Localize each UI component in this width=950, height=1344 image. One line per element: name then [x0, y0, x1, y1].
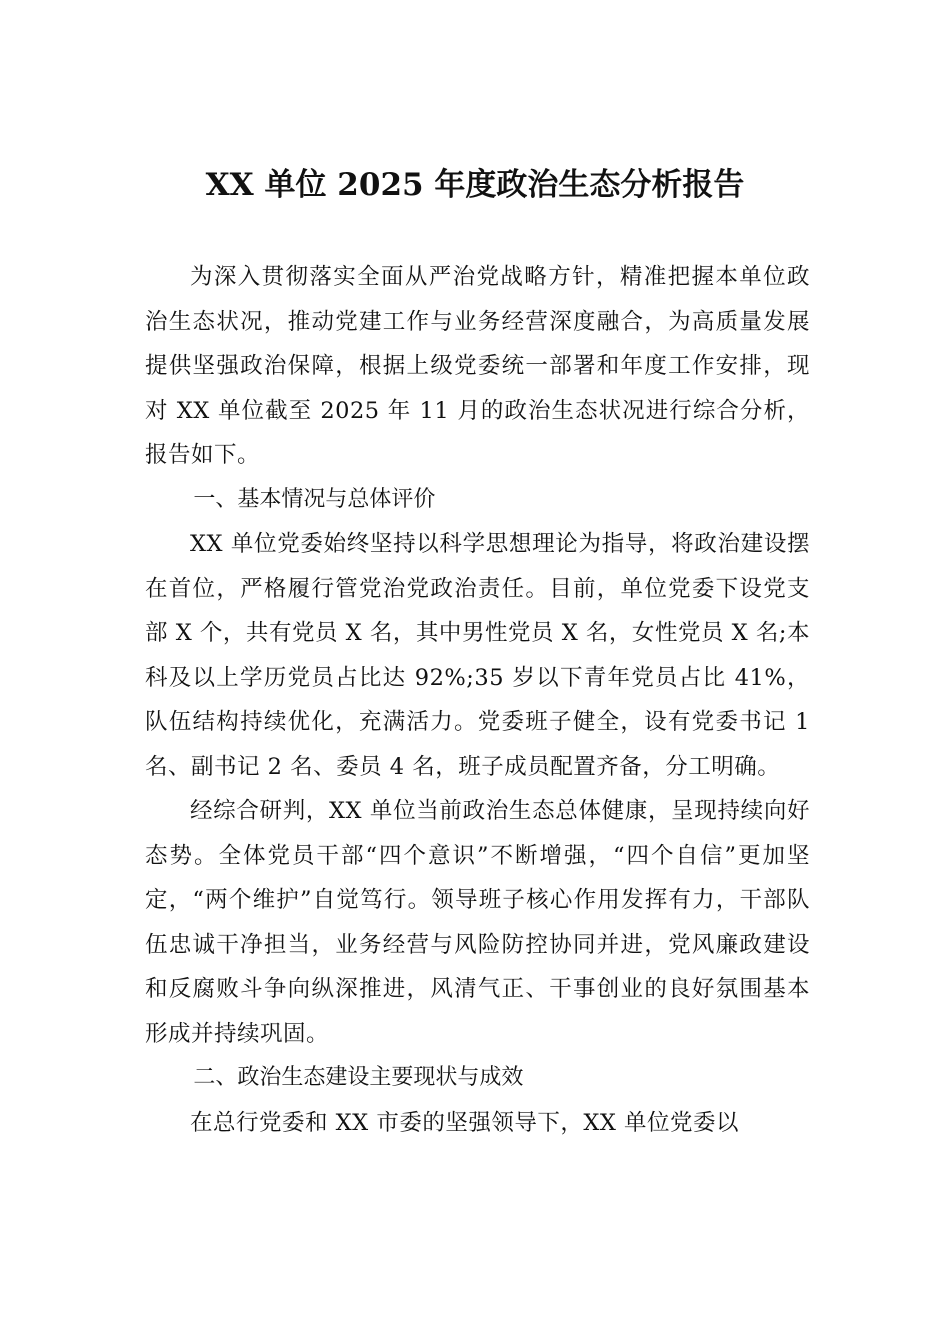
- section-heading-2: 二、政治生态建设主要现状与成效: [193, 1065, 524, 1090]
- intro-paragraph: 为深入贯彻落实全面从严治党战略方针，精准把握本单位政治生态状况，推动党建工作与业务经营深度融合，为高质量发展提供坚强政治保障，根据上级党委统一部署和年度工作安排，现对 XX 单位截至 2025 年 11 月的政治生态状况进行综合分析，报告如下。: [145, 264, 810, 468]
- section-heading-1: 一、基本情况与总体评价: [193, 486, 436, 512]
- achievements-paragraph: 在总行党委和 XX 市委的坚强领导下，XX 单位党委以: [190, 1109, 740, 1136]
- document-title: XX 单位 2025 年度政治生态分析报告: [205, 167, 745, 203]
- basic-info-paragraph: XX 单位党委始终坚持以科学思想理论为指导，将政治建设摆在首位，严格履行管党治党政治责任。目前，单位党委下设党支部 X 个，共有党员 X 名，其中男性党员 X 名，女性党员 X 名;本科及以上学历党员占比达 92%;35 岁以下青年党员占比 41%，队伍结构持续优化，充满活力。党委班子健全，设有党委书记 1 名、副书记 2 名、委员 4 名，班子成员配置齐备，分工明确。: [145, 531, 810, 780]
- document-body: [145, 255, 810, 1145]
- overall-evaluation-paragraph: 经综合研判，XX 单位当前政治生态总体健康，呈现持续向好态势。全体党员干部“四个意识”不断增强，“四个自信”更加坚定，“两个维护”自觉笃行。领导班子核心作用发挥有力，干部队伍忠诚干净担当，业务经营与风险防控协同并进，党风廉政建设和反腐败斗争向纵深推进，风清气正、干事创业的良好氛围基本形成并持续巩固。: [145, 798, 810, 1047]
